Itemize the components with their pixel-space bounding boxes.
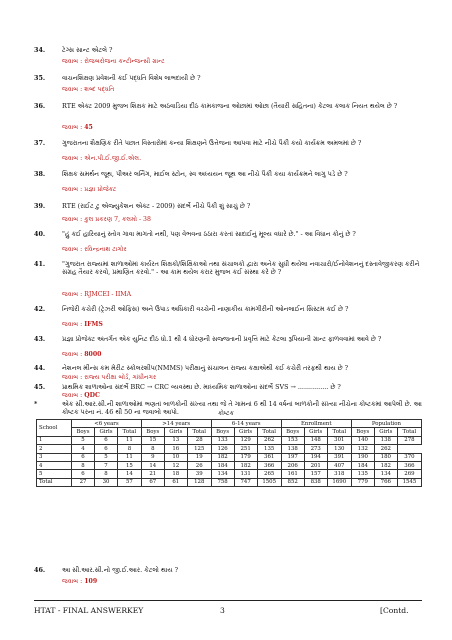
value-cell: 131 [234, 470, 257, 478]
answer-44: જવાબ : રાજ્ય પરીક્ષા બોર્ડ, ગાંધીનગર [62, 374, 157, 381]
value-cell: 8 [141, 445, 164, 453]
table-row [37, 436, 422, 444]
value-cell: 140 [351, 436, 374, 444]
value-cell: 30 [94, 478, 117, 486]
table-row [37, 453, 422, 461]
value-cell: 5 [72, 436, 95, 444]
table-subheader-row [37, 428, 422, 436]
sub-header: Boys [211, 428, 234, 436]
value-cell: 366 [257, 461, 281, 469]
value-cell: 19 [187, 453, 211, 461]
value-cell: 838 [304, 478, 327, 486]
value-cell: 366 [397, 461, 421, 469]
value-cell: 11 [118, 436, 142, 444]
value-cell: 8 [118, 445, 142, 453]
answer-39: જવાબ : કુલ પ્રકરણ 7, કલમો - 38 [62, 216, 151, 223]
value-cell: 11 [118, 453, 142, 461]
value-cell: 8 [94, 470, 117, 478]
sub-header: Girls [94, 428, 117, 436]
table-body [37, 436, 422, 486]
value-cell: 6 [72, 470, 95, 478]
value-cell: 135 [351, 470, 374, 478]
group-header: <6 years [72, 420, 142, 428]
value-cell: 182 [211, 453, 234, 461]
sub-header: Total [397, 428, 421, 436]
value-cell: 1505 [257, 478, 281, 486]
value-cell: 194 [304, 453, 327, 461]
answer-46: જવાબ : 109 [62, 578, 98, 585]
value-cell: 26 [187, 461, 211, 469]
table-row [37, 478, 422, 486]
value-cell: 184 [351, 461, 374, 469]
value-cell: 179 [234, 453, 257, 461]
value-cell: 14 [118, 470, 142, 478]
value-cell: 27 [72, 478, 95, 486]
value-cell: 132 [351, 445, 374, 453]
table-row [37, 470, 422, 478]
value-cell: 125 [187, 445, 211, 453]
value-cell: 128 [187, 478, 211, 486]
value-cell: 12 [164, 461, 187, 469]
sub-header: Total [118, 428, 142, 436]
value-cell: 1690 [327, 478, 351, 486]
school-cell: 5 [37, 470, 72, 478]
value-cell: 130 [327, 445, 351, 453]
page-number: 3 [220, 606, 225, 615]
value-cell: 182 [374, 461, 397, 469]
school-header: School [37, 420, 72, 437]
school-cell: Total [37, 478, 72, 486]
sub-header: Total [187, 428, 211, 436]
value-cell: 133 [211, 436, 234, 444]
value-cell: 301 [327, 436, 351, 444]
answer-40: જવાબ : રવિન્દ્રનાથ ટાગોર [62, 246, 127, 253]
value-cell: 153 [281, 436, 304, 444]
group-header: Enrollment [281, 420, 351, 428]
value-cell: 361 [257, 453, 281, 461]
value-cell: 197 [281, 453, 304, 461]
value-cell: 262 [374, 445, 397, 453]
table-title: કોષ્ટક [218, 410, 234, 417]
value-cell: 370 [397, 453, 421, 461]
value-cell: 407 [327, 461, 351, 469]
value-cell: 8 [72, 461, 95, 469]
footer-title: HTAT - FINAL ANSWERKEY [34, 606, 144, 615]
value-cell: 779 [351, 478, 374, 486]
value-cell: 1545 [397, 478, 421, 486]
table-group-header-row [37, 420, 422, 428]
value-cell: 273 [304, 445, 327, 453]
value-cell: 157 [304, 470, 327, 478]
sub-header: Girls [234, 428, 257, 436]
sub-header: Girls [164, 428, 187, 436]
answer-34: જવાબ : રોજબરોજના કન્ટીન્જન્સી ગ્રાન્ટ [62, 58, 165, 65]
value-cell: 758 [211, 478, 234, 486]
school-cell: 3 [37, 453, 72, 461]
school-cell: 4 [37, 461, 72, 469]
value-cell: 134 [211, 470, 234, 478]
answer-45: જવાબ : QDC [62, 392, 100, 399]
sub-header: Boys [281, 428, 304, 436]
table-row [37, 445, 422, 453]
value-cell: 148 [304, 436, 327, 444]
answer-36: જવાબ : 45 [62, 124, 93, 131]
value-cell: 21 [141, 470, 164, 478]
answer-41: જવાબ : RJMCEI - IIMA [62, 291, 132, 298]
answer-key-page: 34. ટેગ્સ સાન્ટ એટલે ? જવાબ : રોજબરોજના કન્ટીન્જન્સી ગ્રાન્ટ 35. વાચનશિક્ષણ પ્રવેશની કઈ પદ્ધતિ વિશેષ લાભદાયી છે ? જવાબ : શબ્દ પદ્ધતિ 36. RTE એક્ટ 2009 મુજબ શિક્ષક માટે અઠવાડિયા દીઠ કામકાજના ઓછામાં ઓછા (તૈયારી સહિતના) કેટલા કલાક નિયત થયેલ છે ? જવાબ : 45 37. ગુજરાતના શૈક્ષણિક રીતે પછાત વિસ્તારોમાં કન્યા શિક્ષણને ઉત્તેજના આપવા માટે નીચે પૈકી કયો કાર્યક્રમ અમલમાં છે ? જવાબ : એન.પી.ઈ.જી.ઈ.એલ. 38. શિક્ષક સમર્થન જૂથ, પીઅર લર્નિંગ, માઈલ સ્ટોન, સ્વ અધ્યયન જૂથ આ નીચે પૈકી કયા કાર્યક્રમને લાગુ પડે છે ? જવાબ : પ્રજ્ઞા પ્રોજેક્ટ 39. RTE (રાઈટ ટુ એજ્યુકેશન એક્ટ - 2009) સંદર્ભે નીચે પૈકી શું સાચું છે ? જવાબ : કુલ પ્રકરણ 7, કલમો - 38 40. "હું કઈ હારિયાનું સ્તોત્ર ગાવા માગતો નથી, પણ વેભવના ઠઠારા કરતાં સાદાઈનું મૂલ્ય વધારે છે." - આ વિધાન કોનું છે ? જવાબ : રવિન્દ્રનાથ ટાગોર 41. "ગુજરાત રાજ્યમાં શાળાઓમાં કાર્યરત શિક્ષકો/શિક્ષિકાઓ તથા સંચાલકો દ્વારા અનેક સુધી થયેલા નવાચારો/ઈનોવેશનનું દસ્તાવેજીકરણ કરીને સંગ્રહ તૈયાર કરવો, પ્રમાણિત કરવો." - આ કામ થયેલ કરાર મુજબ કઈ સંસ્થા કરે છે ? જવાબ : RJMCEI - IIMA 42. નિજેરી કચેરી (ટ્રેઝરી ઓફિસ) અને ઉપાડ અધિકારી વચ્ચેની નાણાકીય કામગીરીની ઓનલાઈન સિસ્ટમ કઈ છે ? જવાબ : IFMS 43. પ્રજ્ઞા પ્રોજેક્ટ અંતર્ગત એક યુનિટ દીઠ ધો.1 થી 4 ધોરણની સજ્જતાની પ્રવૃત્તિ માટે કેટલા રૂપિયાની ગ્રાન્ટ ફાળવવામાં આવે છે ? જવાબ : 8000 44. નેશનલ મીન્સ કમ મેરીટ સ્કોલરશીપ(NMMS) પરીક્ષાનું સંચાલન રાજ્ય કક્ષાએથી કઈ કચેરી તરફથી થાય છે ? જવાબ : રાજ્ય પરીક્ષા બોર્ડ, ગાંધીનગર 45. પ્રાથમિક શાળાઓના સંદર્ભે BRC → CRC વ્યવસ્થા છે. માધ્યમિક શાળાઓના સંદર્ભે SVS → ............... છે ? જવાબ : QDC * એક સી.આર.સી.ની શાળાઓમાં ભણતાં બાળકોની સંખ્યા તથા જે તે ગામનાં 6 થી 14 વર્ષનાં બાળકોની સંખ્યા નીચેના કોષ્ટકમાં આપેલી છે. આ કોષ્ટક પરના નં. 46 થી 50 ના જવાબો આપો. કોષ્ટક School <6 years >14 years 6-14 years Enrollment Population Boys Girls Total Boys Girls Total Boys Girls Total Boys Girls Total Boys Girls Total 1 5 6 11 15 13 28 133 129 262 153 148 301 140 138 278 2 4 6 8 8 16 125 126 251 135 138 273 130 132 262 3 6 5 11 9 10 19 182 179 361 197 194 391 190 180 370 4 8 7 15 14 12 26 184 182 366 206 201 407 184 182 366 5 6 8 14 21 18 39 134 131 265 161 157 318 135 134 269 Total 27 30 57 67 61 128 758 747 1505 852 838 1690 779 766 1545 46. આ સી.આર.સી.નો જી.ઈ.આર. કેટલો થાય ? જવાબ : 109 HTAT - FINAL ANSWERKEY 3 [Contd. [0, 0, 452, 640]
value-cell: 6 [94, 445, 117, 453]
value-cell: 278 [397, 436, 421, 444]
value-cell: 15 [118, 461, 142, 469]
value-cell: 10 [164, 453, 187, 461]
value-cell: 206 [281, 461, 304, 469]
sub-header: Girls [304, 428, 327, 436]
value-cell: 39 [187, 470, 211, 478]
value-cell: 13 [164, 436, 187, 444]
value-cell: 5 [94, 453, 117, 461]
value-cell: 18 [164, 470, 187, 478]
table-row [37, 461, 422, 469]
value-cell: 6 [94, 436, 117, 444]
sub-header: Boys [351, 428, 374, 436]
value-cell: 182 [234, 461, 257, 469]
footer-divider [34, 600, 422, 601]
group-header: >14 years [141, 420, 211, 428]
value-cell: 9 [141, 453, 164, 461]
value-cell: 190 [351, 453, 374, 461]
value-cell: 391 [327, 453, 351, 461]
value-cell: 318 [327, 470, 351, 478]
answer-42: જવાબ : IFMS [62, 321, 103, 328]
sub-header: Girls [374, 428, 397, 436]
value-cell: 4 [72, 445, 95, 453]
value-cell: 262 [257, 436, 281, 444]
value-cell: 251 [234, 445, 257, 453]
value-cell: 747 [234, 478, 257, 486]
value-cell: 138 [281, 445, 304, 453]
value-cell: 265 [257, 470, 281, 478]
value-cell: 161 [281, 470, 304, 478]
value-cell: 57 [118, 478, 142, 486]
value-cell: 135 [257, 445, 281, 453]
value-cell: 180 [374, 453, 397, 461]
value-cell: 129 [234, 436, 257, 444]
sub-header: Boys [141, 428, 164, 436]
value-cell: 6 [72, 453, 95, 461]
value-cell: 28 [187, 436, 211, 444]
value-cell: 126 [211, 445, 234, 453]
answer-35: જવાબ : શબ્દ પદ્ધતિ [62, 86, 115, 93]
enrollment-table [36, 419, 422, 487]
group-header: Population [351, 420, 421, 428]
value-cell: 61 [164, 478, 187, 486]
value-cell: 201 [304, 461, 327, 469]
value-cell: 15 [141, 436, 164, 444]
value-cell: 16 [164, 445, 187, 453]
sub-header: Boys [72, 428, 95, 436]
answer-38: જવાબ : પ્રજ્ઞા પ્રોજેક્ટ [62, 186, 117, 193]
value-cell: 14 [141, 461, 164, 469]
value-cell: 138 [374, 436, 397, 444]
continued-label: [Contd. [380, 606, 409, 615]
school-cell: 2 [37, 445, 72, 453]
value-cell: 67 [141, 478, 164, 486]
answer-43: જવાબ : 8000 [62, 351, 102, 358]
value-cell: 134 [374, 470, 397, 478]
answer-37: જવાબ : એન.પી.ઈ.જી.ઈ.એલ. [62, 155, 142, 162]
value-cell: 852 [281, 478, 304, 486]
group-header: 6-14 years [211, 420, 281, 428]
value-cell: 269 [397, 470, 421, 478]
sub-header: Total [257, 428, 281, 436]
value-cell: 184 [211, 461, 234, 469]
value-cell: 7 [94, 461, 117, 469]
sub-header: Total [327, 428, 351, 436]
school-cell: 1 [37, 436, 72, 444]
value-cell: 766 [374, 478, 397, 486]
